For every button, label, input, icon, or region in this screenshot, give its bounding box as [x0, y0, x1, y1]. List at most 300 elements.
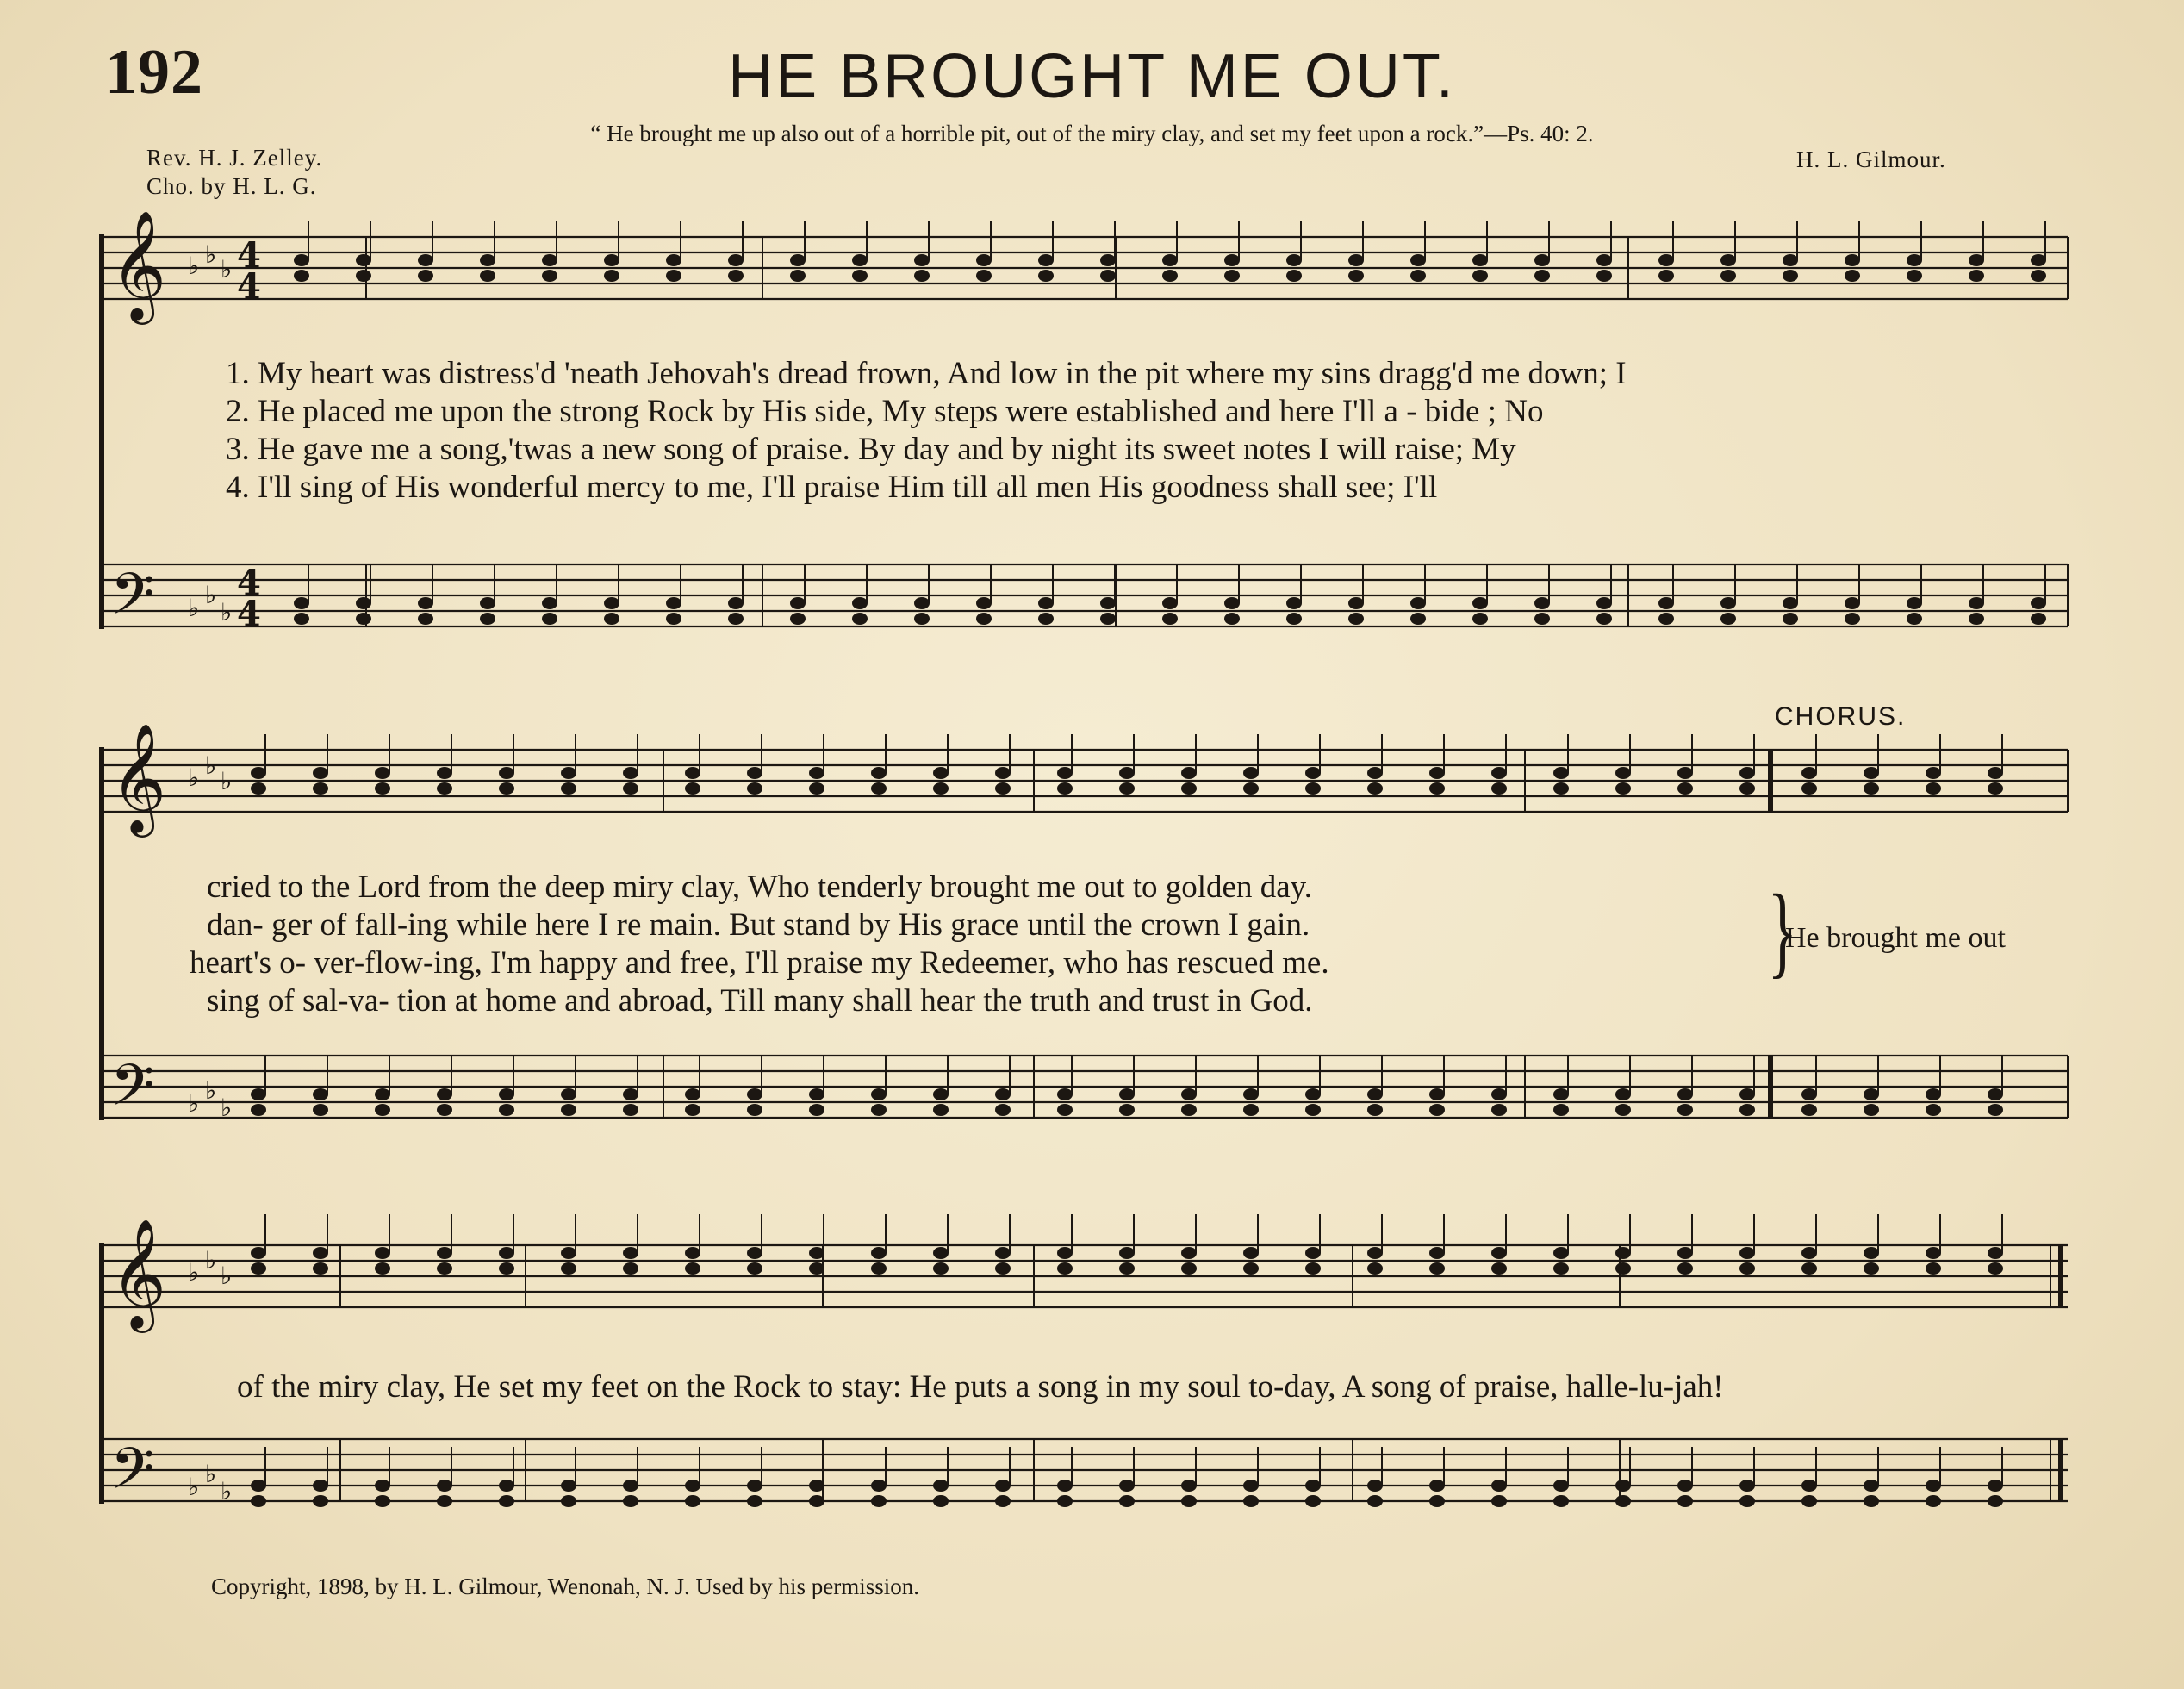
note-head — [1677, 1262, 1693, 1275]
note-head — [1286, 270, 1302, 282]
note-head — [1907, 254, 1922, 266]
note-head — [604, 597, 619, 609]
note-head — [1969, 613, 1984, 625]
note-head — [790, 254, 806, 266]
note-head — [1553, 1088, 1569, 1100]
note-head — [1988, 782, 2003, 795]
note-head — [375, 1480, 390, 1492]
note-head — [437, 767, 452, 779]
note-head — [809, 1088, 824, 1100]
note-head — [561, 1104, 576, 1116]
note-head — [747, 1247, 762, 1259]
note-head — [1677, 782, 1693, 795]
note-head — [1181, 1480, 1197, 1492]
note-head — [871, 782, 887, 795]
note-head — [1926, 1495, 1941, 1507]
note-head — [1864, 1088, 1879, 1100]
note-head — [1988, 1480, 2003, 1492]
note-head — [1491, 1104, 1507, 1116]
note-head — [976, 597, 992, 609]
note-head — [1907, 597, 1922, 609]
note-head — [1119, 1495, 1135, 1507]
note-head — [1119, 1104, 1135, 1116]
note-head — [1907, 270, 1922, 282]
note-head — [1845, 270, 1860, 282]
note-head — [1491, 1088, 1507, 1100]
note-head — [1864, 1247, 1879, 1259]
note-head — [1038, 270, 1054, 282]
note-head — [666, 613, 681, 625]
note-head — [747, 1480, 762, 1492]
note-head — [666, 270, 681, 282]
note-head — [685, 782, 700, 795]
note-head — [1367, 1088, 1383, 1100]
note-head — [313, 1262, 328, 1275]
staff-system-1-treble — [103, 237, 2068, 299]
staff-system-3-bass — [103, 1439, 2068, 1501]
note-head — [1491, 782, 1507, 795]
note-head — [1553, 1104, 1569, 1116]
note-head — [1864, 1104, 1879, 1116]
note-head — [747, 1262, 762, 1275]
note-head — [809, 767, 824, 779]
note-head — [852, 597, 868, 609]
note-head — [1038, 613, 1054, 625]
note-head — [933, 1262, 949, 1275]
note-head — [1801, 1247, 1817, 1259]
note-head — [604, 613, 619, 625]
note-head — [1181, 1247, 1197, 1259]
note-head — [933, 1247, 949, 1259]
note-head — [251, 1262, 266, 1275]
note-head — [1367, 1104, 1383, 1116]
note-head — [1224, 270, 1240, 282]
note-head — [1553, 1247, 1569, 1259]
note-head — [1429, 767, 1445, 779]
note-head — [1801, 767, 1817, 779]
note-head — [1739, 782, 1755, 795]
note-head — [499, 1262, 514, 1275]
note-head — [437, 1104, 452, 1116]
note-head — [976, 254, 992, 266]
note-head — [995, 1088, 1011, 1100]
note-head — [418, 254, 433, 266]
note-head — [1658, 613, 1674, 625]
svg-text:4: 4 — [237, 563, 261, 603]
note-head — [933, 1495, 949, 1507]
svg-text:♭: ♭ — [188, 252, 200, 280]
note-head — [542, 597, 557, 609]
note-head — [852, 270, 868, 282]
note-head — [1553, 1262, 1569, 1275]
note-head — [251, 1480, 266, 1492]
note-head — [2031, 254, 2046, 266]
note-head — [561, 782, 576, 795]
note-head — [561, 1262, 576, 1275]
note-head — [1410, 270, 1426, 282]
note-head — [976, 270, 992, 282]
note-head — [1596, 613, 1612, 625]
note-head — [418, 270, 433, 282]
author-credit: Rev. H. J. Zelley. — [146, 145, 323, 171]
note-head — [1057, 1480, 1073, 1492]
note-head — [251, 782, 266, 795]
note-head — [1305, 767, 1321, 779]
note-head — [1472, 270, 1488, 282]
note-head — [933, 782, 949, 795]
note-head — [747, 1495, 762, 1507]
note-head — [685, 767, 700, 779]
note-head — [375, 1247, 390, 1259]
note-head — [1057, 1088, 1073, 1100]
svg-text:4: 4 — [237, 266, 261, 307]
note-head — [790, 613, 806, 625]
note-head — [1658, 597, 1674, 609]
svg-text:♭: ♭ — [221, 767, 233, 795]
note-head — [1553, 767, 1569, 779]
note-head — [437, 1480, 452, 1492]
note-head — [437, 1262, 452, 1275]
note-head — [1801, 1495, 1817, 1507]
note-head — [418, 597, 433, 609]
note-head — [852, 254, 868, 266]
note-head — [1926, 1480, 1941, 1492]
svg-text:♭: ♭ — [188, 594, 200, 622]
note-head — [1988, 1088, 2003, 1100]
note-head — [1845, 254, 1860, 266]
note-head — [747, 782, 762, 795]
note-head — [499, 767, 514, 779]
verse-4-line-b: sing of sal-va- tion at home and abroad, Till many shall hear the truth and trust in God. — [207, 983, 1313, 1019]
note-head — [1181, 1088, 1197, 1100]
note-head — [1988, 1247, 2003, 1259]
note-head — [1801, 1480, 1817, 1492]
note-head — [1305, 1104, 1321, 1116]
note-head — [1181, 1104, 1197, 1116]
note-head — [1864, 1262, 1879, 1275]
page-number: 192 — [105, 37, 203, 108]
svg-text:♭: ♭ — [221, 1094, 233, 1122]
svg-text:𝄞: 𝄞 — [110, 209, 167, 320]
note-head — [1969, 254, 1984, 266]
note-head — [933, 1480, 949, 1492]
note-head — [1615, 782, 1631, 795]
note-head — [1472, 613, 1488, 625]
note-head — [976, 613, 992, 625]
note-head — [809, 1480, 824, 1492]
note-head — [871, 1495, 887, 1507]
note-head — [604, 254, 619, 266]
note-head — [251, 767, 266, 779]
note-head — [623, 1104, 638, 1116]
note-head — [995, 1247, 1011, 1259]
svg-text:𝄞: 𝄞 — [110, 1218, 167, 1328]
note-head — [1038, 597, 1054, 609]
note-head — [1038, 254, 1054, 266]
note-head — [871, 1088, 887, 1100]
note-head — [728, 613, 744, 625]
note-head — [418, 613, 433, 625]
note-head — [933, 1104, 949, 1116]
note-head — [1658, 254, 1674, 266]
note-head — [1305, 1088, 1321, 1100]
svg-text:𝄢: 𝄢 — [110, 1436, 155, 1516]
note-head — [1491, 1495, 1507, 1507]
note-head — [1988, 1495, 2003, 1507]
note-head — [685, 1480, 700, 1492]
note-head — [1367, 782, 1383, 795]
note-head — [1739, 1480, 1755, 1492]
note-head — [1739, 1495, 1755, 1507]
note-head — [1801, 1262, 1817, 1275]
note-head — [1243, 1088, 1259, 1100]
note-head — [1429, 1088, 1445, 1100]
note-head — [1243, 1104, 1259, 1116]
note-head — [1553, 782, 1569, 795]
note-head — [1739, 1088, 1755, 1100]
note-head — [1286, 597, 1302, 609]
note-head — [1864, 767, 1879, 779]
note-head — [499, 1480, 514, 1492]
note-head — [499, 1247, 514, 1259]
note-head — [437, 1247, 452, 1259]
note-head — [1596, 270, 1612, 282]
verse-brace: } — [1767, 873, 1798, 988]
note-head — [1348, 270, 1364, 282]
note-head — [313, 1247, 328, 1259]
svg-text:♭: ♭ — [205, 1076, 217, 1105]
note-head — [623, 1495, 638, 1507]
note-head — [933, 1088, 949, 1100]
note-head — [871, 1480, 887, 1492]
note-head — [1783, 597, 1798, 609]
note-head — [1181, 767, 1197, 779]
note-head — [1429, 1104, 1445, 1116]
note-head — [1801, 782, 1817, 795]
staff-system-3-treble — [103, 1245, 2068, 1307]
note-head — [356, 613, 371, 625]
note-head — [1988, 767, 2003, 779]
svg-text:♭: ♭ — [205, 751, 217, 780]
svg-text:𝄞: 𝄞 — [110, 722, 167, 832]
note-head — [1677, 1104, 1693, 1116]
note-head — [871, 1262, 887, 1275]
note-head — [1348, 254, 1364, 266]
svg-text:♭: ♭ — [205, 581, 217, 609]
note-head — [1783, 270, 1798, 282]
note-head — [375, 1104, 390, 1116]
note-head — [747, 1088, 762, 1100]
svg-text:𝄢: 𝄢 — [110, 1052, 155, 1132]
note-head — [294, 270, 309, 282]
note-head — [1119, 1088, 1135, 1100]
note-head — [356, 254, 371, 266]
note-head — [995, 1262, 1011, 1275]
note-head — [1348, 613, 1364, 625]
note-head — [1491, 767, 1507, 779]
note-head — [1243, 1262, 1259, 1275]
note-head — [1429, 782, 1445, 795]
svg-text:𝄢: 𝄢 — [110, 561, 155, 641]
note-head — [480, 270, 495, 282]
note-head — [1783, 254, 1798, 266]
note-head — [666, 254, 681, 266]
note-head — [1534, 597, 1550, 609]
note-head — [685, 1088, 700, 1100]
note-head — [561, 1495, 576, 1507]
note-head — [995, 782, 1011, 795]
note-head — [1864, 1495, 1879, 1507]
note-head — [1119, 1247, 1135, 1259]
note-head — [1864, 782, 1879, 795]
note-head — [1801, 1088, 1817, 1100]
note-head — [685, 1495, 700, 1507]
verse-4-line-a: 4. I'll sing of His wonderful mercy to me, I'll praise Him till all men His goodness shall see; I'll — [226, 470, 1438, 505]
note-head — [1429, 1495, 1445, 1507]
note-head — [1243, 1495, 1259, 1507]
note-head — [1181, 1262, 1197, 1275]
note-head — [499, 1104, 514, 1116]
note-head — [1864, 1480, 1879, 1492]
note-head — [1615, 1247, 1631, 1259]
verse-3-line-b: heart's o- ver-flow-ing, I'm happy and free, I'll praise my Redeemer, who has rescued me. — [190, 945, 1329, 981]
note-head — [1677, 767, 1693, 779]
note-head — [1596, 597, 1612, 609]
verse-1-line-b: cried to the Lord from the deep miry clay, Who tenderly brought me out to golden day. — [207, 869, 1312, 905]
svg-text:♭: ♭ — [221, 1262, 233, 1290]
note-head — [809, 1262, 824, 1275]
note-head — [437, 1088, 452, 1100]
note-head — [542, 270, 557, 282]
note-head — [1491, 1262, 1507, 1275]
note-head — [1224, 254, 1240, 266]
note-head — [1305, 782, 1321, 795]
note-head — [809, 1104, 824, 1116]
note-head — [1534, 270, 1550, 282]
note-head — [1119, 1262, 1135, 1275]
note-head — [1224, 597, 1240, 609]
note-head — [995, 767, 1011, 779]
note-head — [1181, 1495, 1197, 1507]
note-head — [1100, 613, 1116, 625]
note-head — [1658, 270, 1674, 282]
note-head — [728, 270, 744, 282]
note-head — [852, 613, 868, 625]
note-head — [1677, 1247, 1693, 1259]
note-head — [375, 1262, 390, 1275]
note-head — [1100, 254, 1116, 266]
note-head — [933, 767, 949, 779]
note-head — [1615, 767, 1631, 779]
note-head — [1969, 597, 1984, 609]
note-head — [1410, 597, 1426, 609]
composer-credit: H. L. Gilmour. — [1796, 146, 1946, 172]
note-head — [499, 782, 514, 795]
note-head — [480, 254, 495, 266]
note-head — [914, 254, 930, 266]
note-head — [1615, 1104, 1631, 1116]
note-head — [356, 597, 371, 609]
note-head — [1907, 613, 1922, 625]
chorus-lead-text: He brought me out — [1785, 922, 2006, 954]
note-head — [1224, 613, 1240, 625]
note-head — [1615, 1262, 1631, 1275]
note-head — [1119, 1480, 1135, 1492]
note-head — [294, 613, 309, 625]
note-head — [995, 1495, 1011, 1507]
note-head — [1615, 1480, 1631, 1492]
note-head — [375, 767, 390, 779]
note-head — [1720, 613, 1736, 625]
note-head — [914, 597, 930, 609]
note-head — [1491, 1247, 1507, 1259]
note-head — [499, 1495, 514, 1507]
note-head — [2031, 613, 2046, 625]
note-head — [995, 1480, 1011, 1492]
note-head — [1367, 767, 1383, 779]
note-head — [1305, 1262, 1321, 1275]
note-head — [1162, 254, 1178, 266]
note-head — [1988, 1104, 2003, 1116]
note-head — [747, 1104, 762, 1116]
note-head — [480, 613, 495, 625]
note-head — [1367, 1262, 1383, 1275]
note-head — [995, 1104, 1011, 1116]
note-head — [2031, 270, 2046, 282]
note-head — [914, 613, 930, 625]
note-head — [1926, 1088, 1941, 1100]
note-head — [1926, 1247, 1941, 1259]
note-head — [685, 1104, 700, 1116]
note-head — [1305, 1247, 1321, 1259]
note-head — [623, 1088, 638, 1100]
note-head — [1677, 1495, 1693, 1507]
note-head — [871, 1247, 887, 1259]
note-head — [294, 254, 309, 266]
note-head — [685, 1247, 700, 1259]
note-head — [1615, 1495, 1631, 1507]
note-head — [1720, 254, 1736, 266]
note-head — [1367, 1247, 1383, 1259]
svg-text:4: 4 — [237, 235, 261, 276]
note-head — [1410, 254, 1426, 266]
note-head — [1243, 767, 1259, 779]
note-head — [1677, 1088, 1693, 1100]
note-head — [1286, 254, 1302, 266]
note-head — [1305, 1495, 1321, 1507]
note-head — [1472, 254, 1488, 266]
verse-3-line-a: 3. He gave me a song,'twas a new song of praise. By day and by night its sweet notes I will raise; My — [226, 432, 1516, 467]
note-head — [1057, 782, 1073, 795]
svg-text:♭: ♭ — [205, 1460, 217, 1488]
note-head — [1739, 1104, 1755, 1116]
note-head — [1119, 782, 1135, 795]
chorus-credit: Cho. by H. L. G. — [146, 173, 317, 199]
note-head — [1119, 767, 1135, 779]
note-head — [1367, 1495, 1383, 1507]
note-head — [871, 1104, 887, 1116]
note-head — [437, 1495, 452, 1507]
note-head — [1057, 1104, 1073, 1116]
hymn-title: HE BROUGHT ME OUT. — [728, 42, 1456, 111]
note-head — [1926, 782, 1941, 795]
note-head — [1057, 1262, 1073, 1275]
note-head — [728, 597, 744, 609]
note-head — [561, 1088, 576, 1100]
note-head — [1057, 767, 1073, 779]
note-head — [1677, 1480, 1693, 1492]
note-head — [1162, 613, 1178, 625]
